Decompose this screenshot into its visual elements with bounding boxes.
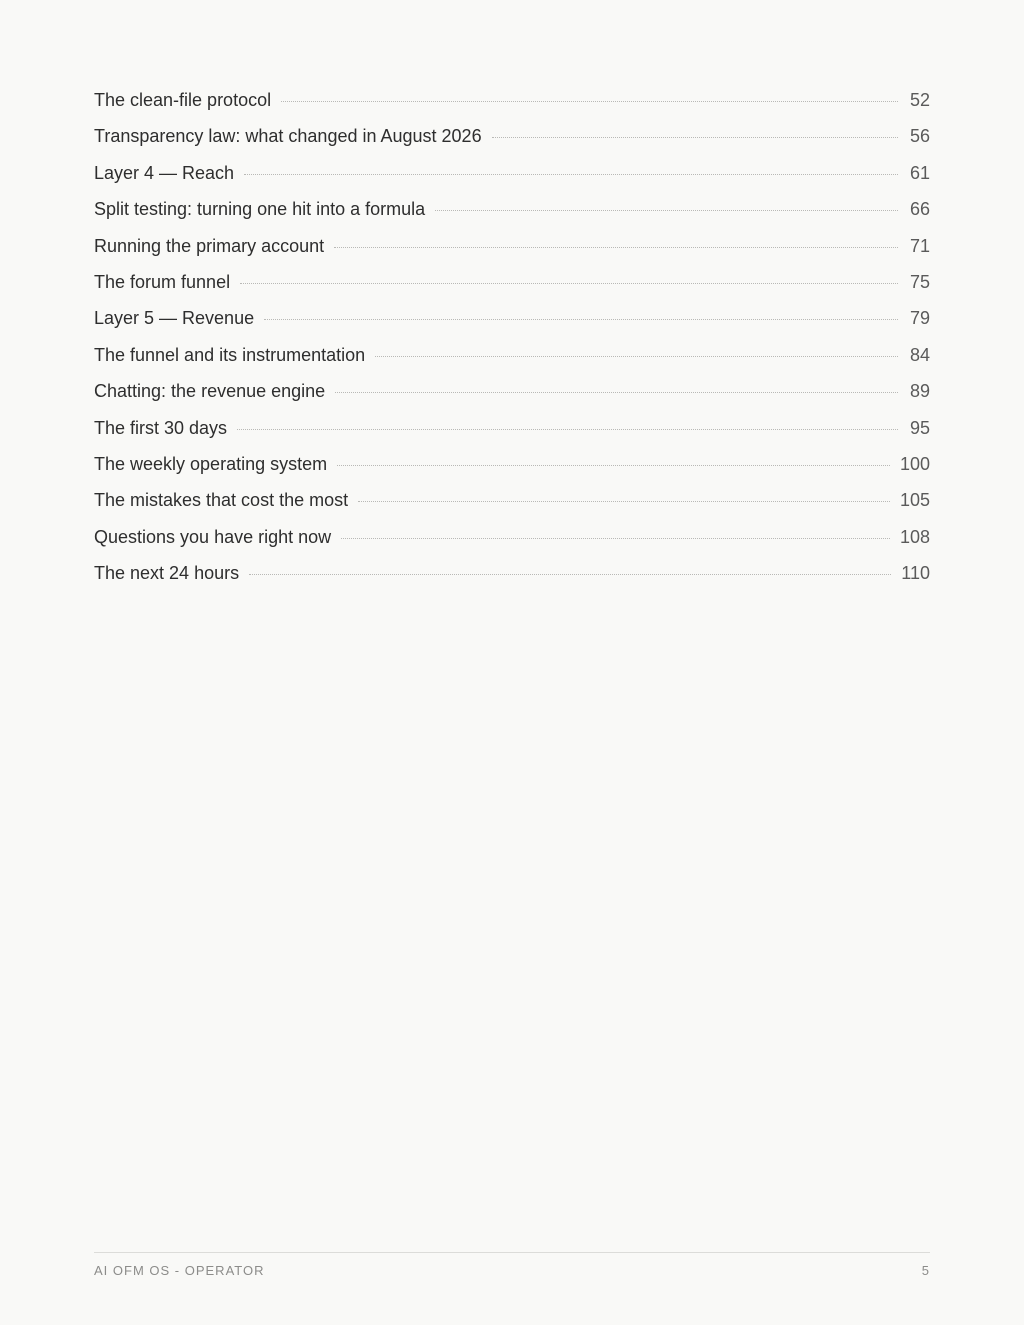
toc-entry-page: 66 — [909, 199, 930, 220]
toc-entry-page: 89 — [909, 381, 930, 402]
toc-entry-page: 75 — [909, 271, 930, 292]
toc-dot-leader — [358, 501, 890, 502]
toc-entry[interactable] — [94, 236, 930, 272]
toc-entry[interactable] — [94, 308, 930, 344]
toc-entry-title: Transparency law: what changed in August 2026 — [94, 126, 482, 147]
toc-dot-leader — [240, 283, 898, 284]
table-of-contents — [94, 90, 930, 599]
toc-entry[interactable] — [94, 381, 930, 417]
toc-entry-title: Split testing: turning one hit into a formula — [94, 199, 426, 220]
toc-dot-leader — [264, 319, 898, 320]
toc-entry[interactable] — [94, 90, 930, 126]
toc-dot-leader — [335, 392, 898, 393]
toc-dot-leader — [341, 538, 890, 539]
toc-entry-page: 71 — [909, 235, 930, 256]
toc-entry-title: The funnel and its instrumentation — [94, 344, 366, 365]
toc-entry-title: The first 30 days — [94, 417, 228, 438]
toc-entry-title: Questions you have right now — [94, 526, 332, 547]
toc-entry[interactable] — [94, 563, 930, 599]
toc-dot-leader — [435, 210, 898, 211]
toc-entry-page: 52 — [909, 90, 930, 110]
toc-entry-title: The clean-file protocol — [94, 90, 272, 110]
toc-entry-title: Chatting: the revenue engine — [94, 381, 326, 402]
toc-entry-title: Layer 4 — Reach — [94, 162, 235, 183]
toc-entry[interactable] — [94, 418, 930, 454]
toc-entry-page: 110 — [901, 563, 930, 584]
toc-dot-leader — [281, 101, 898, 102]
toc-dot-leader — [334, 247, 898, 248]
toc-dot-leader — [375, 356, 898, 357]
toc-entry-title: The next 24 hours — [94, 563, 240, 584]
footer-page-number: 5 — [921, 1263, 930, 1278]
toc-entry-title: The weekly operating system — [94, 453, 328, 474]
toc-dot-leader — [244, 174, 898, 175]
toc-entry-title: Layer 5 — Revenue — [94, 308, 255, 329]
toc-entry[interactable] — [94, 454, 930, 490]
toc-entry-page: 95 — [909, 417, 930, 438]
toc-entry-title: The mistakes that cost the most — [94, 490, 349, 511]
toc-entry-page: 61 — [909, 162, 930, 183]
toc-entry-page: 105 — [899, 490, 930, 511]
toc-entry[interactable] — [94, 345, 930, 381]
toc-entry-page: 84 — [909, 344, 930, 365]
toc-entry[interactable] — [94, 272, 930, 308]
toc-entry-title: Running the primary account — [94, 235, 325, 256]
toc-entry[interactable] — [94, 126, 930, 162]
toc-dot-leader — [337, 465, 890, 466]
toc-entry-page: 56 — [909, 126, 930, 147]
toc-entry-title: The forum funnel — [94, 271, 231, 292]
page-footer — [94, 1252, 930, 1278]
toc-dot-leader — [492, 137, 898, 138]
toc-dot-leader — [237, 429, 898, 430]
toc-entry[interactable] — [94, 163, 930, 199]
toc-entry-page: 108 — [899, 526, 930, 547]
toc-entry-page: 100 — [899, 453, 930, 474]
toc-entry[interactable] — [94, 199, 930, 235]
toc-entry[interactable] — [94, 490, 930, 526]
toc-dot-leader — [249, 574, 891, 575]
toc-entry-page: 79 — [909, 308, 930, 329]
toc-entry[interactable] — [94, 527, 930, 563]
footer-document-title: AI OFM OS - OPERATOR — [94, 1263, 265, 1278]
